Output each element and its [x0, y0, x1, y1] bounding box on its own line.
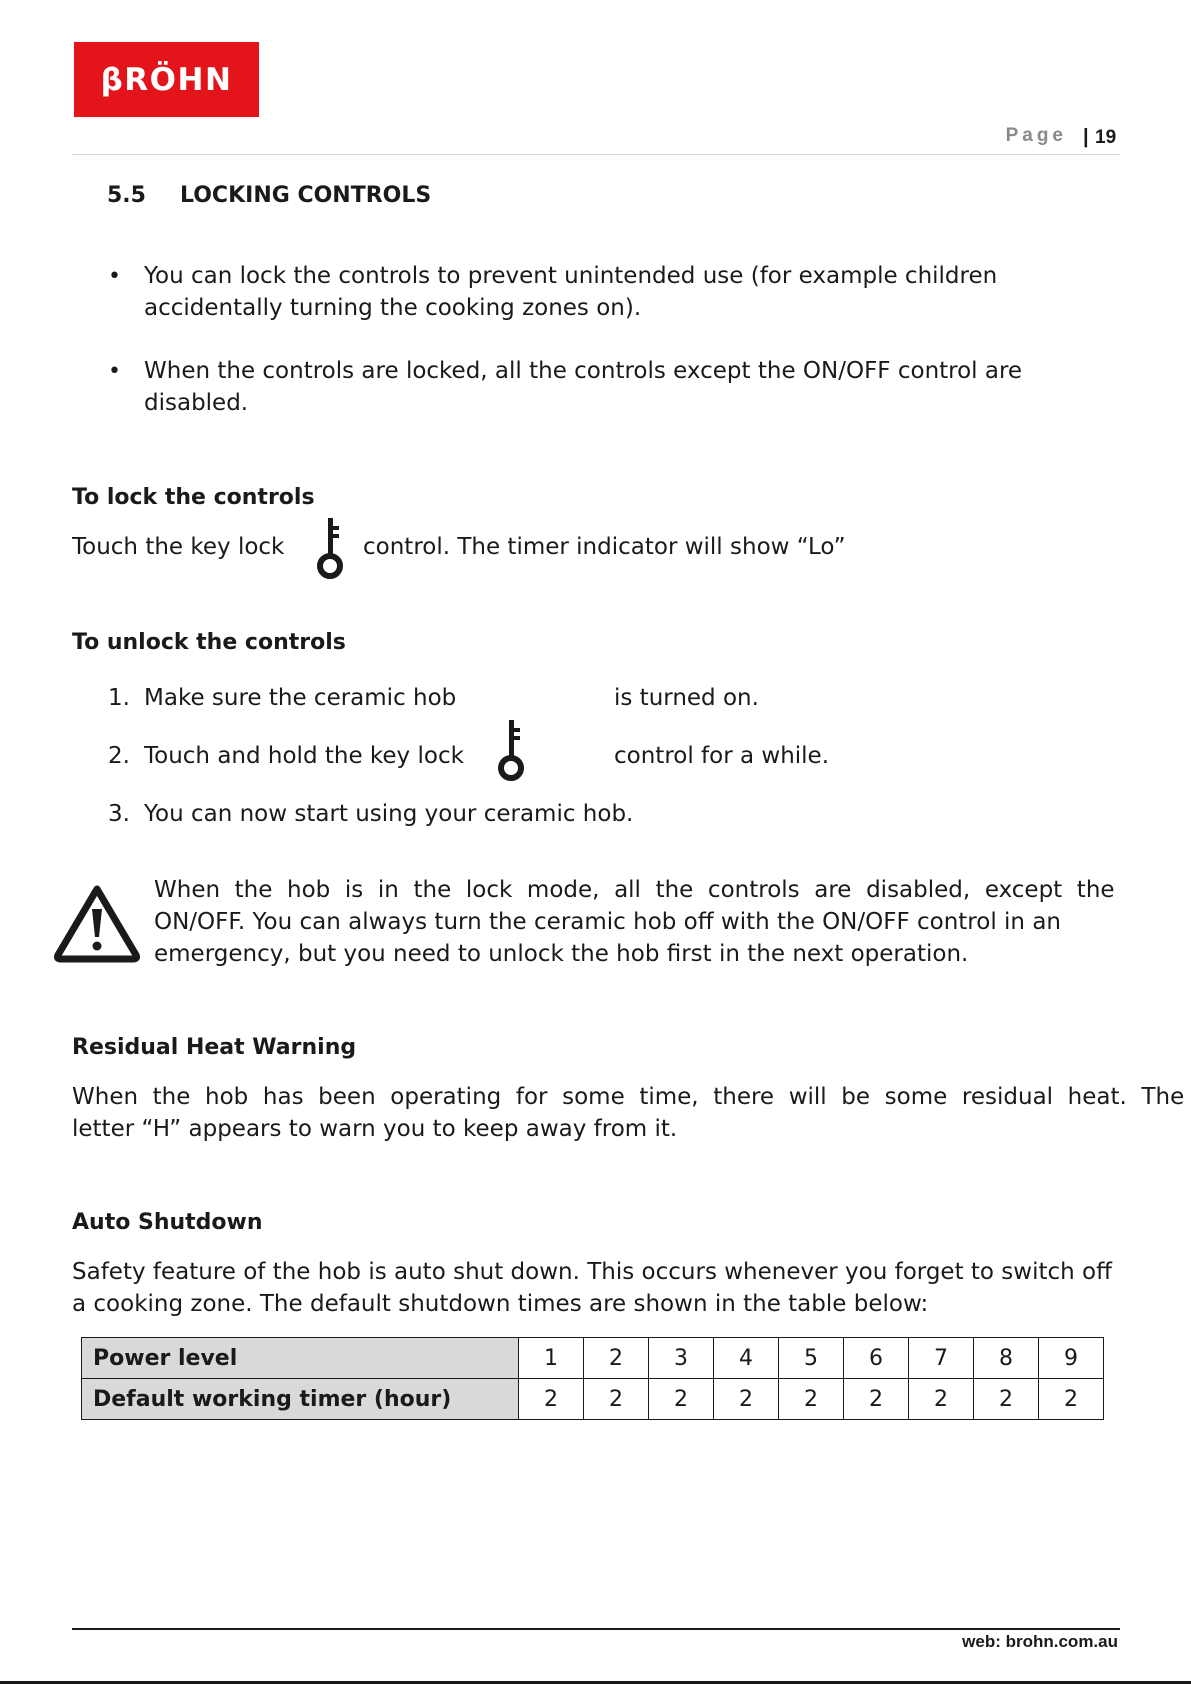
bullet-2-line2: disabled.: [144, 390, 249, 416]
footer-rule: [72, 1628, 1120, 1630]
bullet-2-line1: When the controls are locked, all the controls except the ON/OFF control are: [144, 358, 1023, 384]
step-1-text: Make sure the ceramic hob: [144, 685, 457, 711]
header-rule: [72, 154, 1120, 155]
step-3-text: You can now start using your ceramic hob.: [144, 801, 634, 827]
key-lock-icon: [494, 716, 528, 784]
table-cell: 2: [909, 1379, 974, 1420]
lock-text-before: Touch the key lock: [72, 534, 285, 560]
auto-shutdown-heading: Auto Shutdown: [72, 1210, 263, 1235]
step-number: 1.: [108, 685, 130, 711]
auto-shutdown-line2: a cooking zone. The default shutdown times are shown in the table below:: [72, 1291, 929, 1317]
residual-line2: letter “H” appears to warn you to keep away from it.: [72, 1116, 678, 1142]
table-cell: 4: [714, 1338, 779, 1379]
table-cell: 6: [844, 1338, 909, 1379]
warning-triangle-icon: [52, 883, 142, 963]
table-cell: 2: [714, 1379, 779, 1420]
table-cell: 2: [974, 1379, 1039, 1420]
table-row: [82, 1338, 1104, 1379]
step-1-tail: is turned on.: [614, 685, 759, 711]
brand-logo-text: βRÖHN: [100, 61, 233, 98]
bullet-1-line2: accidentally turning the cooking zones on).: [144, 295, 642, 321]
brand-logo: [74, 42, 259, 117]
page-number: 19: [1095, 127, 1117, 148]
step-number: 2.: [108, 743, 130, 769]
table-cell: 2: [779, 1379, 844, 1420]
table-cell: 2: [519, 1379, 584, 1420]
lock-text-after: control. The timer indicator will show “Lo”: [363, 534, 846, 560]
table-cell: 8: [974, 1338, 1039, 1379]
bullet-dot: •: [108, 264, 121, 289]
step-2-tail: control for a while.: [614, 743, 830, 769]
row-label-default-timer: Default working timer (hour): [82, 1379, 519, 1420]
residual-line1: When the hob has been operating for some time, there will be some residual heat. The: [72, 1084, 1185, 1110]
section-title: LOCKING CONTROLS: [180, 183, 432, 208]
table-cell: 5: [779, 1338, 844, 1379]
warning-line1: When the hob is in the lock mode, all the controls are disabled, except the: [154, 877, 1115, 903]
table-cell: 2: [649, 1379, 714, 1420]
footer-web-link[interactable]: web: brohn.com.au: [962, 1632, 1118, 1651]
table-cell: 7: [909, 1338, 974, 1379]
warning-line2: ON/OFF. You can always turn the ceramic hob off with the ON/OFF control in an: [154, 909, 1061, 935]
table-cell: 2: [1039, 1379, 1104, 1420]
lock-heading: To lock the controls: [72, 485, 315, 510]
step-2-text: Touch and hold the key lock: [144, 743, 464, 769]
warning-line3: emergency, but you need to unlock the hob first in the next operation.: [154, 941, 969, 967]
table-cell: 1: [519, 1338, 584, 1379]
bullet-dot: •: [108, 359, 121, 384]
step-number: 3.: [108, 801, 130, 827]
table-row: [82, 1379, 1104, 1420]
section-number: 5.5: [107, 183, 146, 208]
table-cell: 2: [584, 1379, 649, 1420]
table-cell: 2: [844, 1379, 909, 1420]
bullet-1-line1: You can lock the controls to prevent unintended use (for example children: [144, 263, 998, 289]
shutdown-times-table: [81, 1337, 1104, 1420]
page-label: Page: [1005, 125, 1067, 146]
residual-heading: Residual Heat Warning: [72, 1035, 357, 1060]
table-cell: 3: [649, 1338, 714, 1379]
unlock-heading: To unlock the controls: [72, 630, 346, 655]
page-separator: |: [1083, 126, 1089, 148]
key-lock-icon: [313, 514, 347, 582]
auto-shutdown-line1: Safety feature of the hob is auto shut down. This occurs whenever you forget to switch off: [72, 1259, 1112, 1285]
table-cell: 2: [584, 1338, 649, 1379]
table-cell: 9: [1039, 1338, 1104, 1379]
row-label-power-level: Power level: [82, 1338, 519, 1379]
